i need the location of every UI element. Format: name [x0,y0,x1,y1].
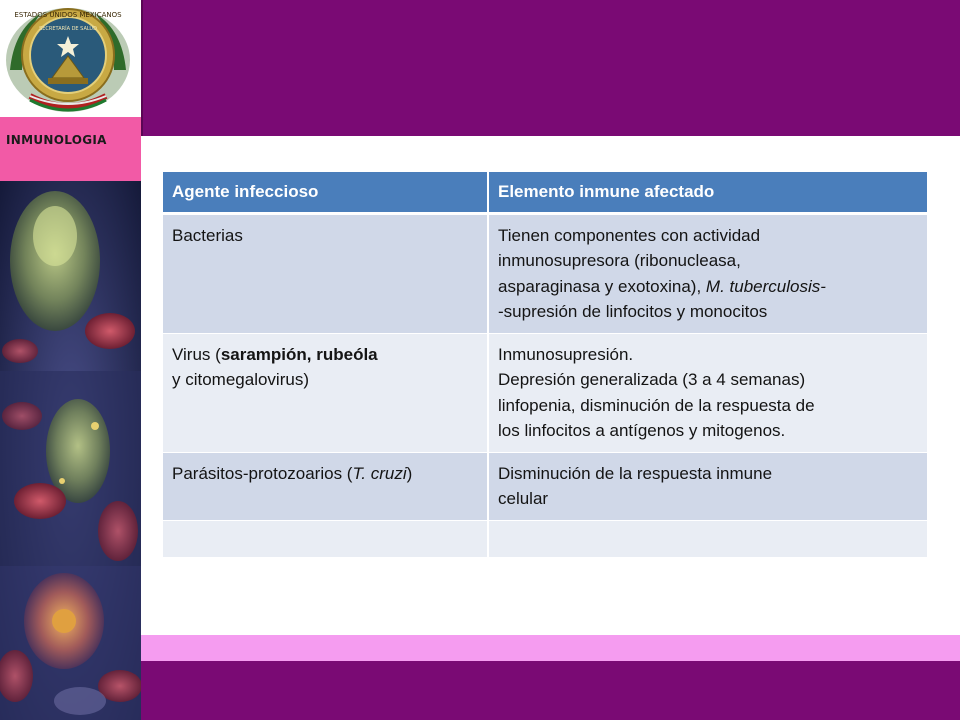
seal-text-inner: SECRETARÍA DE SALUD [39,26,97,32]
cell-effect: Tienen componentes con actividad inmunosupresora (ribonucleasa, asparaginasa y exotoxina), M. tuberculosis- -supresión de linfocitos y monocitos [488,213,927,333]
cell-effect: Disminución de la respuesta inmune celular [488,452,927,520]
table-row [163,452,927,520]
header-effect: Elemento inmune afectado [488,172,927,213]
table-row [163,520,927,557]
cell-agent: Parásitos-protozoarios (T. cruzi) [163,452,488,520]
table-row [163,213,927,333]
cell-agent: Bacterias [163,213,488,333]
cell-agent: Virus (sarampión, rubeóla y citomegalovirus) [163,333,488,452]
seal-logo [0,0,141,117]
table-row [163,333,927,452]
header-agent: Agente infeccioso [163,172,488,213]
cell-agent [163,520,488,557]
seal-text-top: ESTADOS UNIDOS MEXICANOS [14,11,122,19]
course-label: INMUNOLOGIA [6,133,107,147]
footer-band-purple [141,661,960,720]
course-label-box [0,117,141,181]
header-band [141,0,960,136]
cell-effect: Inmunosupresión. Depresión generalizada (3 a 4 semanas) linfopenia, disminución de la respuesta de los linfocitos a antígenos y mitogenos. [488,333,927,452]
cell-effect [488,520,927,557]
footer-band-pink [141,635,960,661]
infection-immunity-table [163,172,927,558]
table-header-row [163,172,927,213]
microscopy-image-strip [0,181,141,720]
